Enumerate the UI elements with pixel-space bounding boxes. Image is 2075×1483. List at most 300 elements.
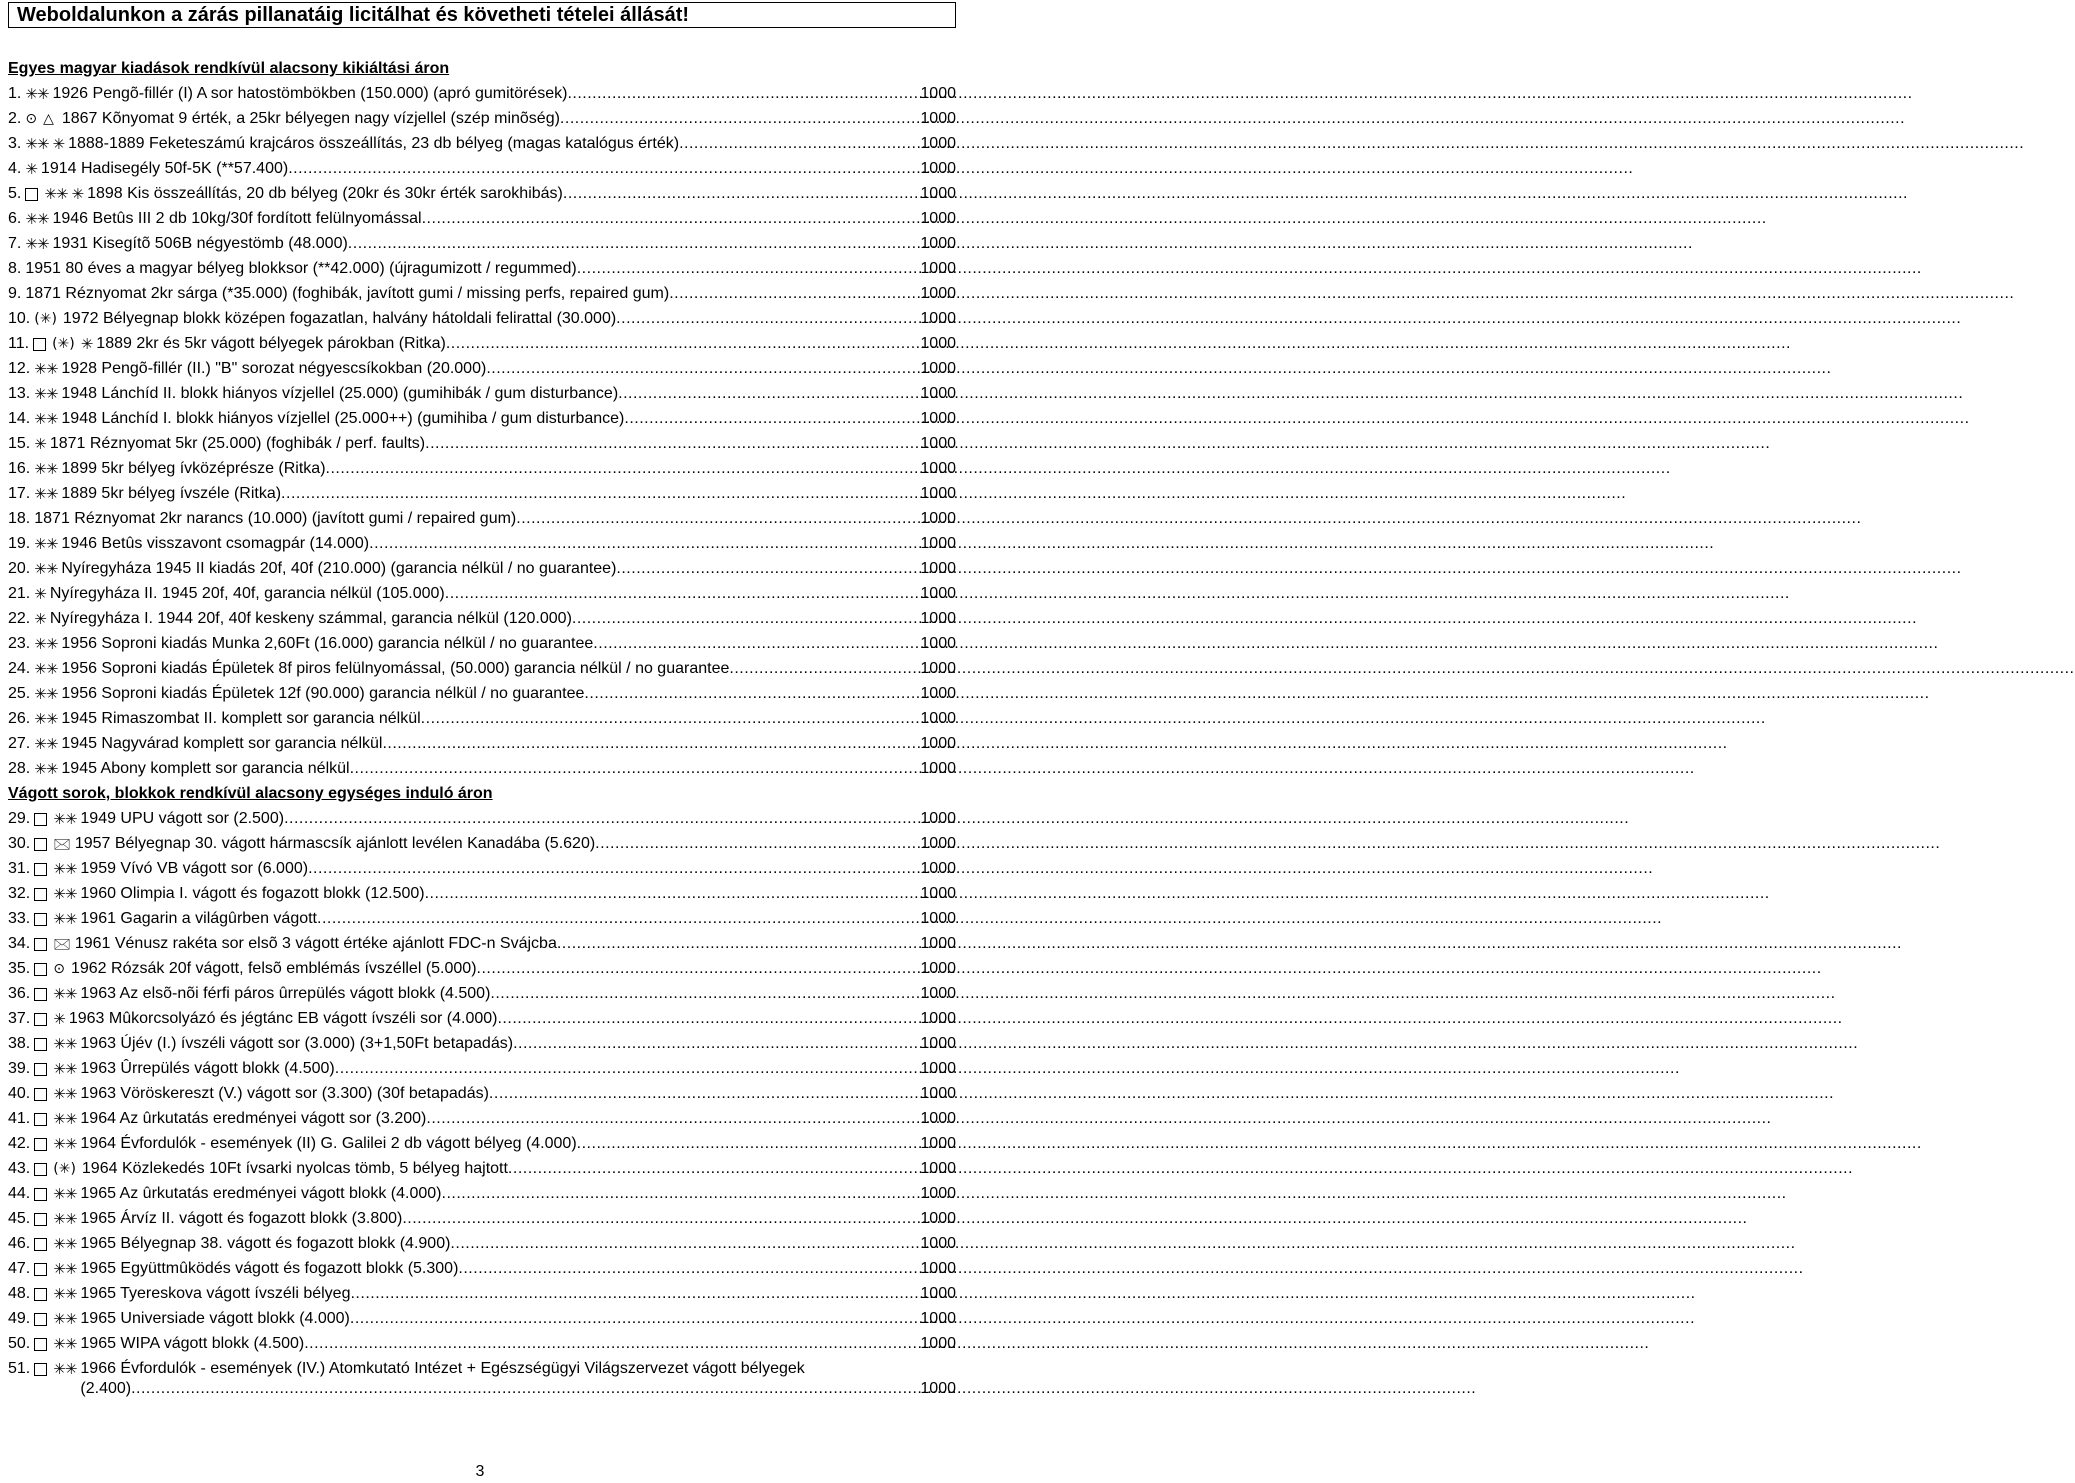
- page-header: Weboldalunkon a zárás pillanatáig licitálhat és követheti tételei állását!: [8, 2, 956, 28]
- leader-dots: [369, 534, 920, 554]
- list-item: [8, 1034, 956, 1059]
- item-body: [96, 334, 920, 354]
- condition-symbols: [34, 384, 61, 404]
- item-body: [61, 734, 920, 754]
- list-item: [8, 134, 956, 159]
- condition-symbols: [34, 909, 80, 929]
- condition-symbols: [34, 809, 80, 829]
- double-asterisk-icon: ✳✳: [34, 760, 58, 778]
- list-item: [8, 434, 956, 459]
- item-price: 1000: [920, 660, 956, 677]
- list-item: [8, 909, 956, 934]
- section-title-editions: Egyes magyar kiadások rendkívül alacsony kikiáltási áron: [8, 60, 450, 77]
- list-item: [8, 184, 956, 209]
- item-body: [62, 109, 921, 129]
- leader-dots: [616, 559, 920, 579]
- item-price: 1000: [920, 1335, 956, 1352]
- double-asterisk-icon: ✳✳: [34, 385, 58, 403]
- catalog-page: [8, 0, 956, 1404]
- box-icon: [34, 938, 47, 951]
- box-icon: [34, 1288, 47, 1301]
- triangle-icon: △: [43, 111, 54, 127]
- item-price: 1000: [920, 1235, 956, 1252]
- condition-symbols: [25, 234, 52, 254]
- leader-dots: [584, 684, 920, 704]
- double-asterisk-icon: ✳✳: [53, 860, 77, 878]
- item-description: 1965 Árvíz II. vágott és fogazott blokk (3.800): [80, 1210, 403, 1227]
- double-asterisk-icon: ✳✳: [53, 1035, 77, 1053]
- item-list-imperforate: [8, 809, 956, 1404]
- double-asterisk-icon: ✳✳: [53, 1185, 77, 1203]
- item-description: 1972 Bélyegnap blokk középen fogazatlan, halvány hátoldali felirattal (30.000): [62, 310, 617, 327]
- item-description: 1963 Mûkorcsolyázó és jégtánc EB vágott ívszéli sor (4.000): [68, 1010, 498, 1027]
- item-body: [61, 359, 920, 379]
- asterisk-icon: ✳: [71, 185, 84, 203]
- item-body: [87, 184, 920, 204]
- item-body: [52, 84, 920, 104]
- item-body: [80, 1034, 920, 1054]
- asterisk-icon: ✳: [34, 610, 46, 628]
- double-asterisk-icon: ✳✳: [53, 1110, 77, 1128]
- leader-dots: [486, 359, 920, 379]
- item-price: 1000: [920, 1110, 956, 1127]
- list-item: [8, 684, 956, 709]
- leader-dots: [508, 1159, 920, 1179]
- item-price: 1000: [920, 310, 956, 327]
- leader-dots: [425, 434, 920, 454]
- item-body: [52, 209, 920, 229]
- leader-dots: [513, 1034, 920, 1054]
- box-icon: [34, 888, 47, 901]
- leader-dots: [335, 1059, 921, 1079]
- item-price: 1000: [920, 335, 956, 352]
- item-number: 35.: [8, 960, 31, 977]
- leader-dots: [497, 1009, 920, 1029]
- item-description: 1898 Kis összeállítás, 20 db bélyeg (20kr és 30kr érték sarokhibás): [87, 185, 563, 202]
- item-body: [80, 1309, 920, 1329]
- item-body: [61, 559, 920, 579]
- leader-dots: [350, 1284, 920, 1304]
- double-asterisk-icon: ✳✳: [53, 1135, 77, 1153]
- item-number: 45.: [8, 1210, 31, 1227]
- leader-dots: [490, 984, 920, 1004]
- leader-dots: [477, 959, 921, 979]
- item-body: [80, 859, 920, 879]
- condition-symbols: [34, 484, 61, 504]
- condition-symbols: [34, 1234, 80, 1254]
- item-description: 1914 Hadisegély 50f-5K (**57.400): [40, 160, 289, 177]
- asterisk-icon: ✳: [52, 135, 65, 153]
- leader-dots: [567, 84, 920, 104]
- item-price: 1000: [920, 885, 956, 902]
- item-body: [61, 534, 920, 554]
- list-item: [8, 1309, 956, 1334]
- list-item: [8, 859, 956, 884]
- box-icon: [34, 988, 47, 1001]
- double-asterisk-icon: ✳✳: [53, 1060, 77, 1078]
- leader-dots: [577, 1134, 921, 1154]
- item-price: 1000: [920, 1060, 956, 1077]
- item-description: 1931 Kisegítõ 506B négyestömb (48.000): [52, 235, 348, 252]
- item-price: 1000: [920, 385, 956, 402]
- item-number: 29.: [8, 810, 31, 827]
- item-body: [34, 509, 920, 529]
- item-description: 1871 Réznyomat 2kr sárga (*35.000) (foghibák, javított gumi / missing perfs, repaired gum): [25, 285, 670, 302]
- item-description: 1951 80 éves a magyar bélyeg blokksor (**42.000) (újragumizott / regummed): [25, 260, 577, 277]
- list-item: [8, 1209, 956, 1234]
- condition-symbols: [34, 1059, 80, 1079]
- item-number: 16.: [8, 460, 31, 477]
- box-icon: [34, 1163, 47, 1176]
- list-item: [8, 1334, 956, 1359]
- item-body: [80, 1359, 956, 1399]
- item-price: 1000: [920, 235, 956, 252]
- item-body: [80, 1284, 920, 1304]
- list-item: [8, 359, 956, 384]
- parenthesized-asterisk-icon: (✳): [52, 336, 75, 352]
- item-number: 36.: [8, 985, 31, 1002]
- list-item: [8, 1084, 956, 1109]
- item-price: 1000: [920, 1380, 956, 1397]
- item-body: [71, 959, 920, 979]
- item-description: 1965 Bélyegnap 38. vágott és fogazott blokk (4.900): [80, 1235, 451, 1252]
- double-asterisk-icon: ✳✳: [53, 1285, 77, 1303]
- item-number: 25.: [8, 685, 31, 702]
- item-number: 50.: [8, 1335, 31, 1352]
- condition-symbols: [34, 1359, 80, 1379]
- item-description: 1964 Évfordulók - események (II) G. Galilei 2 db vágott bélyeg (4.000): [80, 1135, 577, 1152]
- item-price: 1000: [920, 260, 956, 277]
- double-asterisk-icon: ✳✳: [53, 810, 77, 828]
- item-price: 1000: [920, 435, 956, 452]
- item-description: 1888-1889 Feketeszámú krajcáros összeállítás, 23 db bélyeg (magas katalógus érték): [68, 135, 680, 152]
- asterisk-icon: ✳: [80, 335, 93, 353]
- item-price: 1000: [920, 1135, 956, 1152]
- list-item: [8, 809, 956, 834]
- item-number: 43.: [8, 1160, 31, 1177]
- item-number: 4.: [8, 160, 22, 177]
- item-number: 12.: [8, 360, 31, 377]
- list-item: [8, 459, 956, 484]
- box-icon: [34, 1263, 47, 1276]
- list-item: [8, 484, 956, 509]
- double-asterisk-icon: ✳✳: [53, 1335, 77, 1353]
- item-body: [50, 434, 921, 454]
- leader-dots: [281, 484, 920, 504]
- item-price: 1000: [920, 635, 956, 652]
- list-item: [8, 284, 956, 309]
- item-price: 1000: [920, 1310, 956, 1327]
- item-price: 1000: [920, 1085, 956, 1102]
- asterisk-icon: ✳: [25, 160, 37, 178]
- leader-dots: [577, 259, 921, 279]
- item-description: 1945 Abony komplett sor garancia nélkül: [61, 760, 350, 777]
- double-asterisk-icon: ✳✳: [34, 560, 58, 578]
- item-body: [68, 134, 920, 154]
- item-body: [61, 709, 920, 729]
- list-item: [8, 734, 956, 759]
- parenthesized-asterisk-icon: (✳): [34, 311, 57, 327]
- item-number: 39.: [8, 1060, 31, 1077]
- section-title-imperforate: Vágott sorok, blokkok rendkívül alacsony egységes induló áron: [8, 785, 493, 802]
- double-asterisk-icon: ✳✳: [34, 460, 58, 478]
- condition-symbols: [25, 184, 87, 204]
- item-body: [80, 1259, 920, 1279]
- leader-dots: [446, 334, 921, 354]
- item-price: 1000: [920, 710, 956, 727]
- list-item: [8, 409, 956, 434]
- leader-dots: [422, 209, 921, 229]
- box-icon: [34, 1088, 47, 1101]
- condition-symbols: [34, 759, 61, 779]
- item-description: 1965 Tyereskova vágott ívszéli bélyeg: [80, 1285, 351, 1302]
- condition-symbols: [34, 409, 61, 429]
- item-body: [50, 609, 921, 629]
- item-price: 1000: [920, 285, 956, 302]
- item-description: 1965 Universiade vágott blokk (4.000): [80, 1310, 350, 1327]
- parenthesized-asterisk-icon: (✳): [53, 1161, 76, 1177]
- item-price: 1000: [920, 85, 956, 102]
- item-price: 1000: [920, 410, 956, 427]
- item-description: 1960 Olimpia I. vágott és fogazott blokk (12.500): [80, 885, 425, 902]
- item-body: [80, 1184, 920, 1204]
- list-item: [8, 309, 956, 334]
- double-asterisk-icon: ✳✳: [34, 635, 58, 653]
- item-description: 1867 Kõnyomat 9 érték, a 25kr bélyegen nagy vízjellel (szép minõség): [61, 110, 560, 127]
- list-item: [8, 1109, 956, 1134]
- leader-dots: [572, 609, 921, 629]
- list-item: [8, 1184, 956, 1209]
- item-body: [75, 934, 921, 954]
- item-number: 20.: [8, 560, 31, 577]
- leader-dots: [595, 834, 920, 854]
- double-asterisk-icon: ✳✳: [53, 1310, 77, 1328]
- item-number: 51.: [8, 1360, 31, 1377]
- condition-symbols: [34, 1034, 80, 1054]
- item-body: [80, 1234, 920, 1254]
- item-number: 38.: [8, 1035, 31, 1052]
- double-asterisk-icon: ✳✳: [53, 1260, 77, 1278]
- item-body: [63, 309, 921, 329]
- asterisk-icon: ✳: [53, 1010, 65, 1028]
- box-icon: [34, 813, 47, 826]
- list-item: [8, 934, 956, 959]
- condition-symbols: [34, 884, 80, 904]
- item-price: 1000: [920, 1210, 956, 1227]
- leader-dots: [489, 1084, 920, 1104]
- leader-dots: [308, 859, 920, 879]
- item-body: [80, 909, 920, 929]
- list-item: [8, 884, 956, 909]
- box-icon: [25, 188, 38, 201]
- condition-symbols: [34, 734, 61, 754]
- item-price: 1000: [920, 1185, 956, 1202]
- leader-dots: [516, 509, 920, 529]
- box-icon: [34, 1038, 47, 1051]
- item-description: 1948 Lánchíd II. blokk hiányos vízjellel (25.000) (gumihibák / gum disturbance): [61, 385, 619, 402]
- leader-dots: [616, 309, 920, 329]
- item-description: 1948 Lánchíd I. blokk hiányos vízjellel (25.000++) (gumihiba / gum disturbance): [61, 410, 625, 427]
- list-item: [8, 709, 956, 734]
- item-description: 1889 2kr és 5kr vágott bélyegek párokban (Ritka): [96, 335, 446, 352]
- item-number: 8.: [8, 260, 22, 277]
- double-asterisk-icon: ✳✳: [34, 660, 58, 678]
- item-price: 1000: [920, 160, 956, 177]
- item-number: 17.: [8, 485, 31, 502]
- item-body: [75, 834, 921, 854]
- leader-dots: [624, 409, 920, 429]
- leader-dots: [402, 1209, 920, 1229]
- list-item: [8, 834, 956, 859]
- double-asterisk-icon: ✳✳: [34, 710, 58, 728]
- item-number: 22.: [8, 610, 31, 627]
- item-price: 1000: [920, 910, 956, 927]
- item-price: 1000: [920, 985, 956, 1002]
- item-body: [80, 984, 920, 1004]
- item-number: 1.: [8, 85, 22, 102]
- item-number: 44.: [8, 1185, 31, 1202]
- item-body: [61, 384, 920, 404]
- double-asterisk-icon: ✳✳: [53, 985, 77, 1003]
- item-number: 42.: [8, 1135, 31, 1152]
- item-price: 1000: [920, 960, 956, 977]
- item-description: 1946 Betûs III 2 db 10kg/30f fordított felülnyomással: [52, 210, 422, 227]
- double-asterisk-icon: ✳✳: [53, 885, 77, 903]
- item-body: [80, 1209, 920, 1229]
- box-icon: [34, 1138, 47, 1151]
- item-number: 18.: [8, 510, 31, 527]
- condition-symbols: [34, 959, 71, 979]
- leader-dots: [458, 1259, 920, 1279]
- list-item: [8, 559, 956, 584]
- double-asterisk-icon: ✳✳: [53, 1235, 77, 1253]
- item-price: 1000: [920, 560, 956, 577]
- item-description: 1926 Pengõ-fillér (I) A sor hatostömbökben (150.000) (apró gumitörések): [52, 85, 568, 102]
- list-item: [8, 759, 956, 784]
- condition-symbols: [25, 84, 52, 104]
- item-number: 19.: [8, 535, 31, 552]
- item-price: 1000: [920, 760, 956, 777]
- leader-dots: [348, 234, 921, 254]
- leader-dots: [729, 659, 920, 679]
- leader-dots: [669, 284, 920, 304]
- double-asterisk-icon: ✳✳: [53, 1210, 77, 1228]
- leader-dots: [131, 1379, 920, 1399]
- condition-symbols: [34, 1009, 69, 1029]
- leader-dots: [563, 184, 921, 204]
- item-number: 9.: [8, 285, 22, 302]
- condition-symbols: [34, 1334, 80, 1354]
- circle-dot-icon: ⊙: [53, 961, 65, 977]
- item-price: 1000: [920, 135, 956, 152]
- item-description: 1899 5kr bélyeg ívközéprésze (Ritka): [61, 460, 326, 477]
- item-price: 1000: [920, 860, 956, 877]
- double-asterisk-icon: ✳✳: [25, 210, 49, 228]
- list-item: [8, 1234, 956, 1259]
- item-body: [50, 584, 921, 604]
- list-item: [8, 259, 956, 284]
- item-description: 1956 Soproni kiadás Épületek 8f piros felülnyomással, (50.000) garancia nélkül / no guarantee: [61, 660, 730, 677]
- item-body: [82, 1159, 921, 1179]
- list-item: [8, 1009, 956, 1034]
- box-icon: [34, 838, 47, 851]
- list-item: [8, 659, 956, 684]
- condition-symbols: [34, 1284, 80, 1304]
- envelope-icon: 🖂: [53, 935, 71, 953]
- box-icon: [34, 1313, 47, 1326]
- leader-dots: [445, 584, 921, 604]
- item-description: 1961 Vénusz rakéta sor elsõ 3 vágott értéke ajánlott FDC-n Svájcba: [74, 935, 557, 952]
- item-description: 1963 Vöröskereszt (V.) vágott sor (3.300) (30f betapadás): [80, 1085, 489, 1102]
- condition-symbols: [25, 209, 52, 229]
- item-body: [25, 259, 920, 279]
- item-price: 1000: [920, 535, 956, 552]
- box-icon: [34, 1113, 47, 1126]
- condition-symbols: [34, 1084, 80, 1104]
- condition-symbols: [34, 1309, 80, 1329]
- condition-symbols: [34, 459, 61, 479]
- item-body: [80, 1109, 920, 1129]
- item-number: 47.: [8, 1260, 31, 1277]
- item-list-editions: [8, 84, 956, 784]
- item-description: 1964 Az ûrkutatás eredményei vágott sor (3.200): [80, 1110, 427, 1127]
- item-number: 24.: [8, 660, 31, 677]
- item-number: 34.: [8, 935, 31, 952]
- box-icon: [33, 338, 46, 351]
- box-icon: [34, 1363, 47, 1376]
- condition-symbols: [34, 1184, 80, 1204]
- condition-symbols: [34, 359, 61, 379]
- box-icon: [34, 1188, 47, 1201]
- list-item: [8, 109, 956, 134]
- item-price: 1000: [920, 810, 956, 827]
- leader-dots: [382, 734, 920, 754]
- box-icon: [34, 963, 47, 976]
- leader-dots: [350, 1309, 921, 1329]
- item-number: 31.: [8, 860, 31, 877]
- double-asterisk-icon: ✳✳: [25, 85, 49, 103]
- condition-symbols: [34, 1109, 80, 1129]
- item-description: 1961 Gagarin a világûrben vágott: [80, 910, 317, 927]
- item-price: 1000: [920, 360, 956, 377]
- list-item: [8, 334, 956, 359]
- double-asterisk-icon: ✳✳: [25, 135, 49, 153]
- item-number: 2.: [8, 110, 22, 127]
- item-number: 21.: [8, 585, 31, 602]
- item-number: 11.: [8, 335, 30, 352]
- box-icon: [34, 1338, 47, 1351]
- double-asterisk-icon: ✳✳: [53, 1360, 77, 1378]
- item-number: 49.: [8, 1310, 31, 1327]
- item-description: 1963 Az elsõ-nõi férfi páros ûrrepülés vágott blokk (4.500): [80, 985, 491, 1002]
- condition-symbols: [34, 834, 75, 854]
- item-number: 26.: [8, 710, 31, 727]
- item-description: 1871 Réznyomat 5kr (25.000) (foghibák / perf. faults): [49, 435, 426, 452]
- item-description: 1959 Vívó VB vágott sor (6.000): [80, 860, 309, 877]
- item-body: [61, 634, 920, 654]
- condition-symbols: [34, 584, 50, 604]
- item-price: 1000: [920, 935, 956, 952]
- item-body: [80, 809, 920, 829]
- box-icon: [34, 1013, 47, 1026]
- item-description: Nyíregyháza I. 1944 20f, 40f keskeny számmal, garancia nélkül (120.000): [49, 610, 572, 627]
- condition-symbols: [34, 609, 50, 629]
- condition-symbols: [34, 659, 61, 679]
- item-number: 6.: [8, 210, 22, 227]
- leader-dots: [450, 1234, 920, 1254]
- item-price: 1000: [920, 735, 956, 752]
- condition-symbols: [25, 134, 68, 154]
